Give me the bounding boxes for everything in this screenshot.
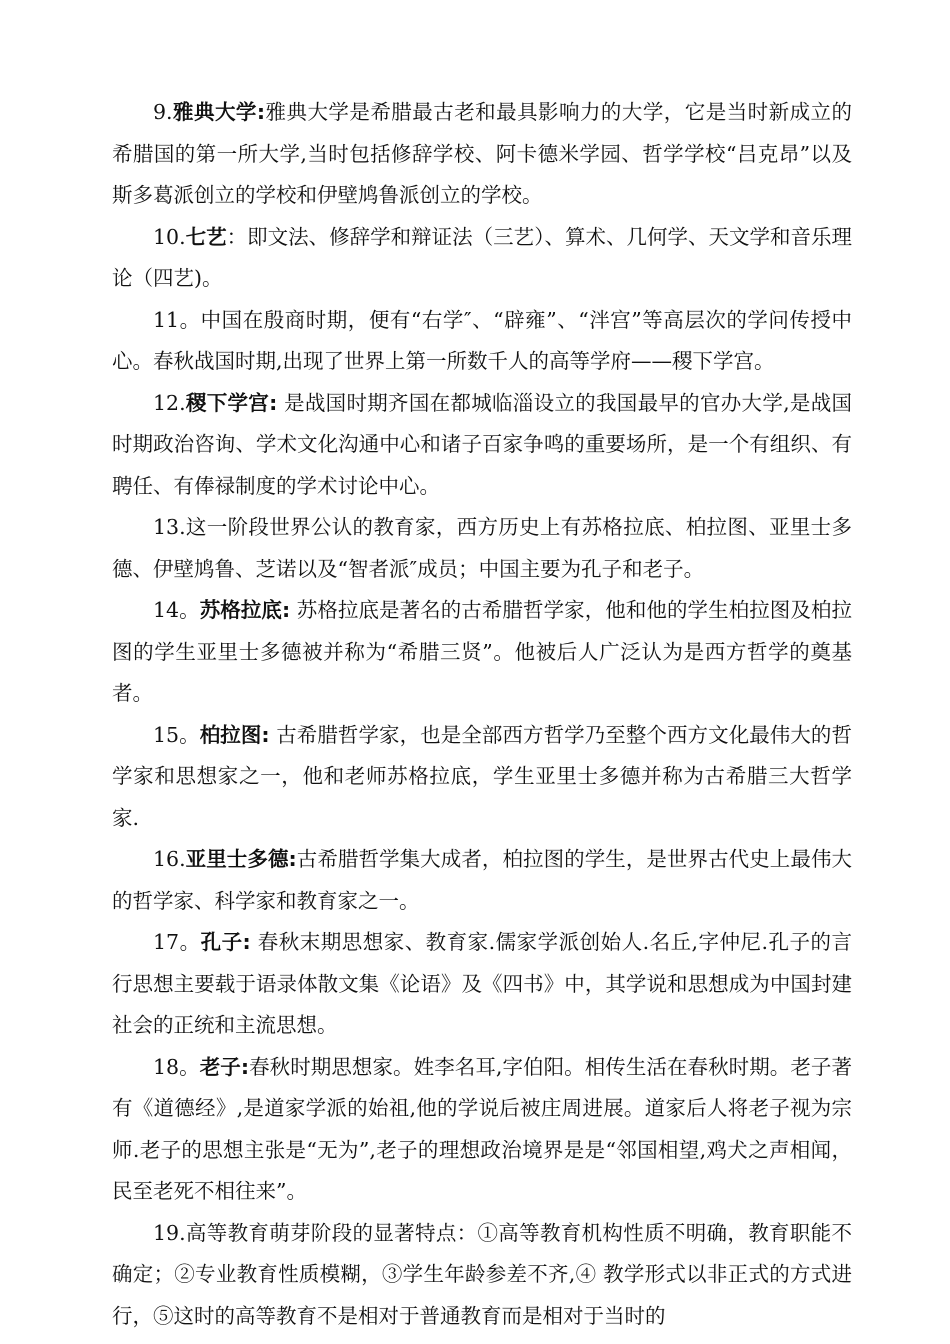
paragraph-term: 孔子: [200,930,251,954]
paragraph-term: 柏拉图: [199,722,270,747]
paragraph-term: 稷下学宫: [185,390,278,415]
paragraph-10 [112,217,852,300]
paragraph-text: 古希腊哲学集大成者，柏拉图的学生，是世界古代史上最伟大的哲学家、科学家和教育家之一。 [112,847,853,913]
document-page [112,92,852,1337]
paragraph-text: 春秋时期思想家。姓李名耳,字伯阳。相传生活在春秋时期。老子著有《道德经》,是道家学派的始祖,他的学说后被庄周进展。道家后人将老子视为宗师.老子的思想主张是“无为”,老子的理想政治境界是是“邻国相望,鸡犬之声相闻，民至老死不相往来”。 [112,1054,852,1203]
paragraph-text: 古希腊哲学家，也是全部西方哲学乃至整个西方文化最伟大的哲学家和思想家之一，他和老师苏格拉底，学生亚里士多德并称为古希腊三大哲学家. [112,722,852,830]
paragraph-13 [112,507,852,590]
paragraph-text: 春秋末期思想家、教育家.儒家学派创始人.名丘,字仲尼.孔子的言行思想主要载于语录体散文集《论语》及《四书》中，其学说和思想成为中国封建社会的正统和主流思想。 [112,930,852,1037]
paragraph-number: 14。 [153,598,200,622]
paragraph-text: 苏格拉底是著名的古希腊哲学家，他和他的学生柏拉图及柏拉图的学生亚里士多德被并称为“希腊三贤”。他被后人广泛认为是西方哲学的奠基者。 [112,598,852,705]
paragraph-term: 雅典大学: [172,100,266,124]
paragraph-14 [112,590,852,715]
paragraph-text: 这一阶段世界公认的教育家，西方历史上有苏格拉底、柏拉图、亚里士多德、伊壁鸠鲁、芝诺以及“智者派″成员；中国主要为孔子和老子。 [112,515,852,581]
paragraph-text: 中国在殷商时期，便有“右学″、“辟雍”、“泮宫”等高层次的学问传授中心。春秋战国时期,出现了世界上第一所数千人的高等学府——稷下学宫。 [112,307,852,373]
paragraph-19 [112,1213,852,1338]
paragraph-text: 雅典大学是希腊最古老和最具影响力的大学，它是当时新成立的希腊国的第一所大学,当时包括修辞学校、阿卡德米学园、哲学学校“吕克昂”以及斯多葛派创立的学校和伊壁鸠鲁派创立的学校。 [112,100,853,207]
paragraph-text: 是战国时期齐国在都城临淄设立的我国最早的官办大学,是战国时期政治咨询、学术文化沟通中心和诸子百家争鸣的重要场所，是一个有组织、有聘任、有俸禄制度的学术讨论中心。 [112,390,853,498]
paragraph-term: 亚里士多德: [185,847,297,871]
paragraph-term: 七艺 [185,224,227,249]
paragraph-text: 高等教育萌芽阶段的显著特点：①高等教育机构性质不明确，教育职能不确定；②专业教育性质模糊，③学生年龄参差不齐,④ 教学形式以非正式的方式进行，⑤这时的高等教育不是相对于普通教育而是相对于当时的 [112,1220,852,1328]
paragraph-number: 9. [153,100,173,124]
paragraph-number: 11。 [153,307,201,332]
paragraph-number: 16. [153,847,186,871]
paragraph-term: 老子: [199,1054,250,1079]
paragraph-18 [112,1047,852,1213]
paragraph-17 [112,922,852,1047]
paragraph-number: 13. [153,515,186,539]
paragraph-12 [112,383,852,508]
paragraph-number: 19. [153,1220,186,1245]
paragraph-15 [112,715,852,840]
paragraph-number: 10. [153,224,186,249]
paragraph-16 [112,839,852,922]
paragraph-number: 12. [153,390,186,415]
paragraph-text: ：即文法、修辞学和辩证法（三艺）、算术、几何学、天文学和音乐理论（四艺)。 [112,224,853,290]
paragraph-number: 18。 [153,1054,200,1079]
paragraph-9 [112,92,852,217]
paragraph-term: 苏格拉底: [199,598,291,622]
paragraph-number: 17。 [153,930,201,954]
paragraph-number: 15。 [153,722,200,747]
paragraph-11 [112,300,852,383]
